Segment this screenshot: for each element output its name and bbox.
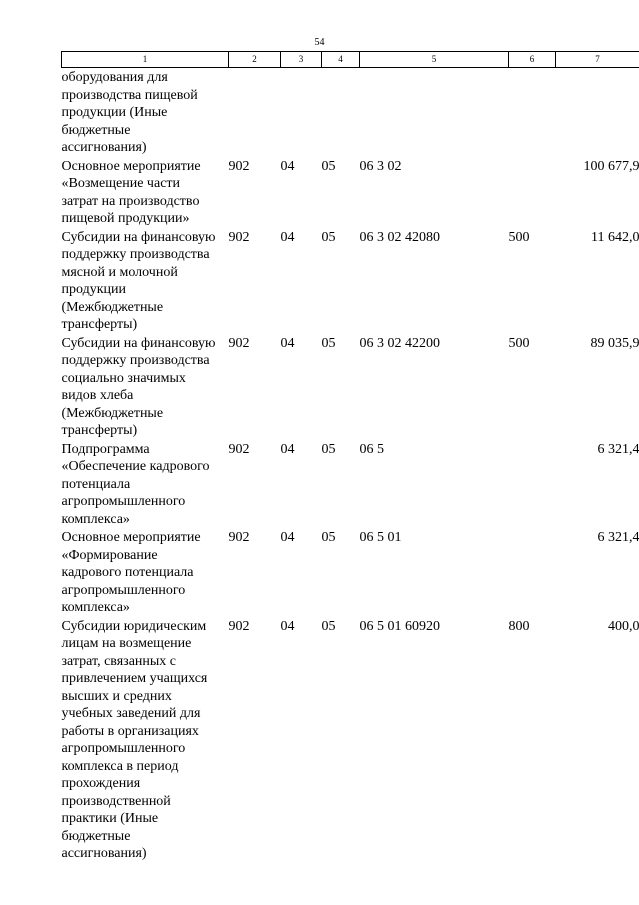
row-csr: 06 3 02 <box>359 158 402 174</box>
row-vr <box>509 440 556 529</box>
row-sum: 89 035,9 <box>590 335 639 351</box>
row-vr <box>509 68 556 157</box>
row-rz: 04 <box>280 618 295 634</box>
table-row <box>62 440 639 529</box>
row-csr: 06 3 02 42080 <box>359 229 440 245</box>
header-col-7: 7 <box>556 52 639 68</box>
row-pr <box>322 68 360 157</box>
row-ved <box>229 68 281 157</box>
row-pr: 05 <box>321 229 336 245</box>
row-ved: 902 <box>228 441 250 457</box>
header-col-6: 6 <box>509 52 556 68</box>
row-name: Субсидии юридическим лицам на возмещение затрат, связанных с привлечением учащихся высших и средних учебных заведений для работы в организациях агропромышленного комплекса в период прохождения производственной практики (Иные бюджетные ассигнования) <box>61 618 208 861</box>
row-name: Подпрограмма «Обеспечение кадрового потенциала агропромышленного комплекса» <box>61 441 210 527</box>
row-vr <box>509 157 556 228</box>
row-pr: 05 <box>321 618 336 634</box>
row-pr: 05 <box>321 530 336 545</box>
budget-table <box>61 51 639 863</box>
header-col-5: 5 <box>360 52 509 68</box>
header-col-4: 4 <box>322 52 360 68</box>
table-row <box>62 157 639 228</box>
row-pr: 05 <box>321 441 336 457</box>
table-row <box>62 528 639 617</box>
row-name: Субсидии на финансовую поддержку производства мясной и молочной продукции (Межбюджетные трансферты) <box>61 229 216 332</box>
header-col-3: 3 <box>281 52 322 68</box>
row-sum: 6 321,4 <box>597 441 639 457</box>
row-sum <box>556 68 639 157</box>
row-csr: 06 5 01 60920 <box>359 618 440 634</box>
row-rz: 04 <box>280 229 295 245</box>
header-col-1: 1 <box>62 52 229 68</box>
row-rz: 04 <box>280 335 295 351</box>
row-name: Основное мероприятие «Формирование кадрового потенциала агропромышленного комплекса» <box>61 530 201 615</box>
row-ved: 902 <box>228 335 250 351</box>
column-number-header <box>62 52 639 68</box>
row-csr: 06 5 01 <box>359 530 402 545</box>
row-name: оборудования для производства пищевой продукции (Иные бюджетные ассигнования) <box>61 70 198 155</box>
row-rz: 04 <box>280 530 295 545</box>
row-sum: 400,0 <box>608 618 639 634</box>
row-ved: 902 <box>228 158 250 174</box>
page-number: 54 <box>314 37 325 48</box>
row-vr: 500 <box>508 229 530 245</box>
row-pr: 05 <box>321 335 336 351</box>
row-ved: 902 <box>228 530 250 545</box>
row-vr: 500 <box>508 335 530 351</box>
row-pr: 05 <box>321 158 336 174</box>
row-ved: 902 <box>228 229 250 245</box>
row-sum: 6 321,4 <box>597 530 639 545</box>
row-csr: 06 3 02 42200 <box>359 335 440 351</box>
row-rz <box>281 68 322 157</box>
row-sum: 100 677,9 <box>583 158 639 174</box>
row-rz: 04 <box>280 441 295 457</box>
row-rz: 04 <box>280 158 295 174</box>
row-name: Субсидии на финансовую поддержку производства социально значимых видов хлеба (Межбюджетные трансферты) <box>61 335 216 438</box>
row-csr <box>360 68 509 157</box>
row-ved: 902 <box>228 618 250 634</box>
row-vr <box>509 528 556 617</box>
table-row <box>62 334 639 440</box>
row-sum: 11 642,0 <box>591 229 639 245</box>
row-name: Основное мероприятие «Возмещение части затрат на производство пищевой продукции» <box>61 158 201 226</box>
table-row <box>62 68 639 157</box>
table-row <box>62 617 639 863</box>
row-vr: 800 <box>508 618 530 634</box>
row-csr: 06 5 <box>359 441 384 457</box>
header-col-2: 2 <box>229 52 281 68</box>
table-row <box>62 228 639 334</box>
